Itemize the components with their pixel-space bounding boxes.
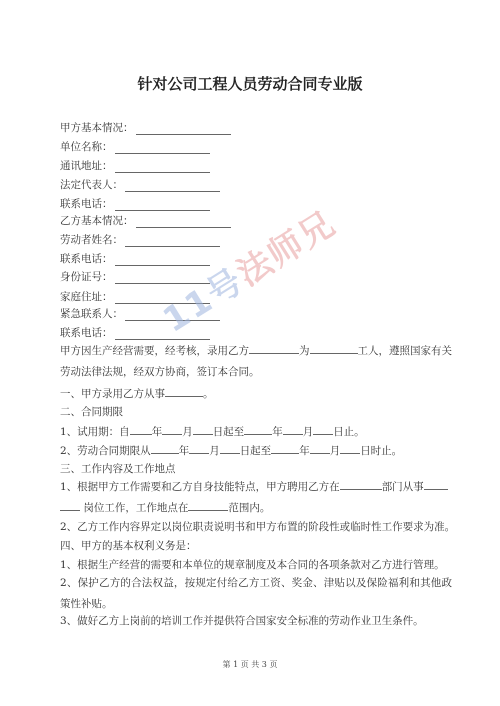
field-label: 联系电话： xyxy=(60,253,113,265)
clause-text: 1、试用期：自 xyxy=(60,426,130,438)
fill-blank xyxy=(220,443,240,454)
section-text: 一、甲方录用乙方从事 xyxy=(60,388,165,400)
party-a-field xyxy=(60,178,452,192)
fill-blank xyxy=(136,123,231,135)
fill-blank xyxy=(151,443,179,454)
employer-duty-1: 1、根据生产经营的需要和本单位的规章制度及本合同的各项条款对乙方进行管理。 xyxy=(60,559,445,571)
clause-text: 年 xyxy=(272,426,283,438)
intro-text: 工人，遵照国家有关劳动法律法规，经双方协商，签订本合同。 xyxy=(60,345,452,378)
clause-text: 岗位工作，工作地点在 xyxy=(83,502,189,514)
party-b-heading-line xyxy=(60,214,452,228)
field-label: 紧急联系人： xyxy=(60,308,123,320)
party-a-heading-line xyxy=(60,121,452,135)
fill-blank xyxy=(188,500,228,511)
field-label: 法定代表人： xyxy=(60,179,123,191)
field-label: 单位名称： xyxy=(60,141,113,153)
fill-blank xyxy=(310,343,358,354)
fill-blank xyxy=(115,142,210,154)
field-label: 家庭住址： xyxy=(60,291,113,303)
party-b-field xyxy=(60,307,452,321)
party-b-field xyxy=(60,326,452,340)
page-title: 针对公司工程人员劳动合同专业版 xyxy=(137,75,363,93)
clause-text: 部门从事 xyxy=(381,481,424,493)
field-label: 联系电话： xyxy=(60,198,113,210)
party-a-field xyxy=(60,140,452,154)
clause-text: 日止。 xyxy=(333,426,365,438)
clause-text: 范围内。 xyxy=(228,502,271,514)
fill-blank xyxy=(340,479,382,490)
fill-blank xyxy=(162,424,182,435)
fill-blank xyxy=(271,443,299,454)
clause-text: 年 xyxy=(299,445,310,457)
job-scope-clause: 2、乙方工作内容界定以岗位职责说明书和甲方布置的阶段性或临时性工作要求为准。 xyxy=(60,521,456,533)
section-4-heading: 四、甲方的基本权利义务是： xyxy=(60,540,197,552)
fill-blank xyxy=(249,343,299,354)
fill-blank xyxy=(244,424,272,435)
party-a-field xyxy=(60,159,452,173)
intro-text: 甲方因生产经营需要，经考核，录用乙方 xyxy=(60,345,249,357)
clause-text: 月 xyxy=(182,426,193,438)
fill-blank xyxy=(125,235,220,247)
intro-text: 为 xyxy=(299,345,310,357)
party-a-field xyxy=(60,197,452,211)
fill-blank xyxy=(340,443,360,454)
fill-blank xyxy=(115,254,210,266)
trial-period-clause xyxy=(60,424,452,439)
section-1 xyxy=(60,386,452,401)
contract-term-clause xyxy=(60,443,452,458)
clause-text: 月 xyxy=(329,445,341,457)
fill-blank xyxy=(313,424,333,435)
fill-blank xyxy=(115,199,210,211)
fill-blank xyxy=(60,500,80,511)
clause-text: 日起至 xyxy=(239,445,272,457)
fill-blank xyxy=(193,424,213,435)
field-label: 劳动者姓名： xyxy=(60,234,123,246)
fill-blank xyxy=(125,180,220,192)
fill-blank xyxy=(310,443,330,454)
fill-blank xyxy=(189,443,209,454)
employer-duty-2: 2、保护乙方的合法权益，按规定付给乙方工资、奖金、津贴以及保险福利和其他政策性补贴。 xyxy=(60,577,452,610)
section-3-heading: 三、工作内容及工作地点 xyxy=(60,463,176,475)
clause-text: 年 xyxy=(151,426,163,438)
intro-paragraph xyxy=(60,341,452,383)
clause-text: 日时止。 xyxy=(360,445,403,457)
field-label: 联系电话： xyxy=(60,327,113,339)
page-number: 第 1 页 共 3 页 xyxy=(222,660,278,669)
party-a-heading: 甲方基本情况： xyxy=(60,122,134,134)
party-b-heading: 乙方基本情况： xyxy=(60,215,134,227)
clause-text: 2、劳动合同期限从 xyxy=(60,445,151,457)
fill-blank xyxy=(115,161,210,173)
section-2-heading: 二、合同期限 xyxy=(60,406,123,418)
watermark-text: 11号 xyxy=(156,260,252,341)
fill-blank xyxy=(165,386,203,397)
clause-text: 月 xyxy=(302,426,314,438)
clause-text: 年 xyxy=(178,445,190,457)
clause-text: 1、根据甲方工作需要和乙方自身技能特点，甲方聘用乙方在 xyxy=(60,481,340,493)
clause-text: 月 xyxy=(209,445,220,457)
clause-text: 日起至 xyxy=(212,426,245,438)
field-label: 通讯地址： xyxy=(60,160,113,172)
watermark-text: 法师兄 xyxy=(230,203,344,295)
fill-blank xyxy=(424,479,448,490)
employer-duty-3: 3、做好乙方上岗前的培训工作并提供符合国家安全标准的劳动作业卫生条件。 xyxy=(60,615,424,627)
job-content-clause xyxy=(60,477,452,519)
fill-blank xyxy=(283,424,303,435)
field-label: 身份证号： xyxy=(60,271,113,283)
section-text: 。 xyxy=(203,388,214,400)
fill-blank xyxy=(130,424,152,435)
fill-blank xyxy=(136,216,231,228)
